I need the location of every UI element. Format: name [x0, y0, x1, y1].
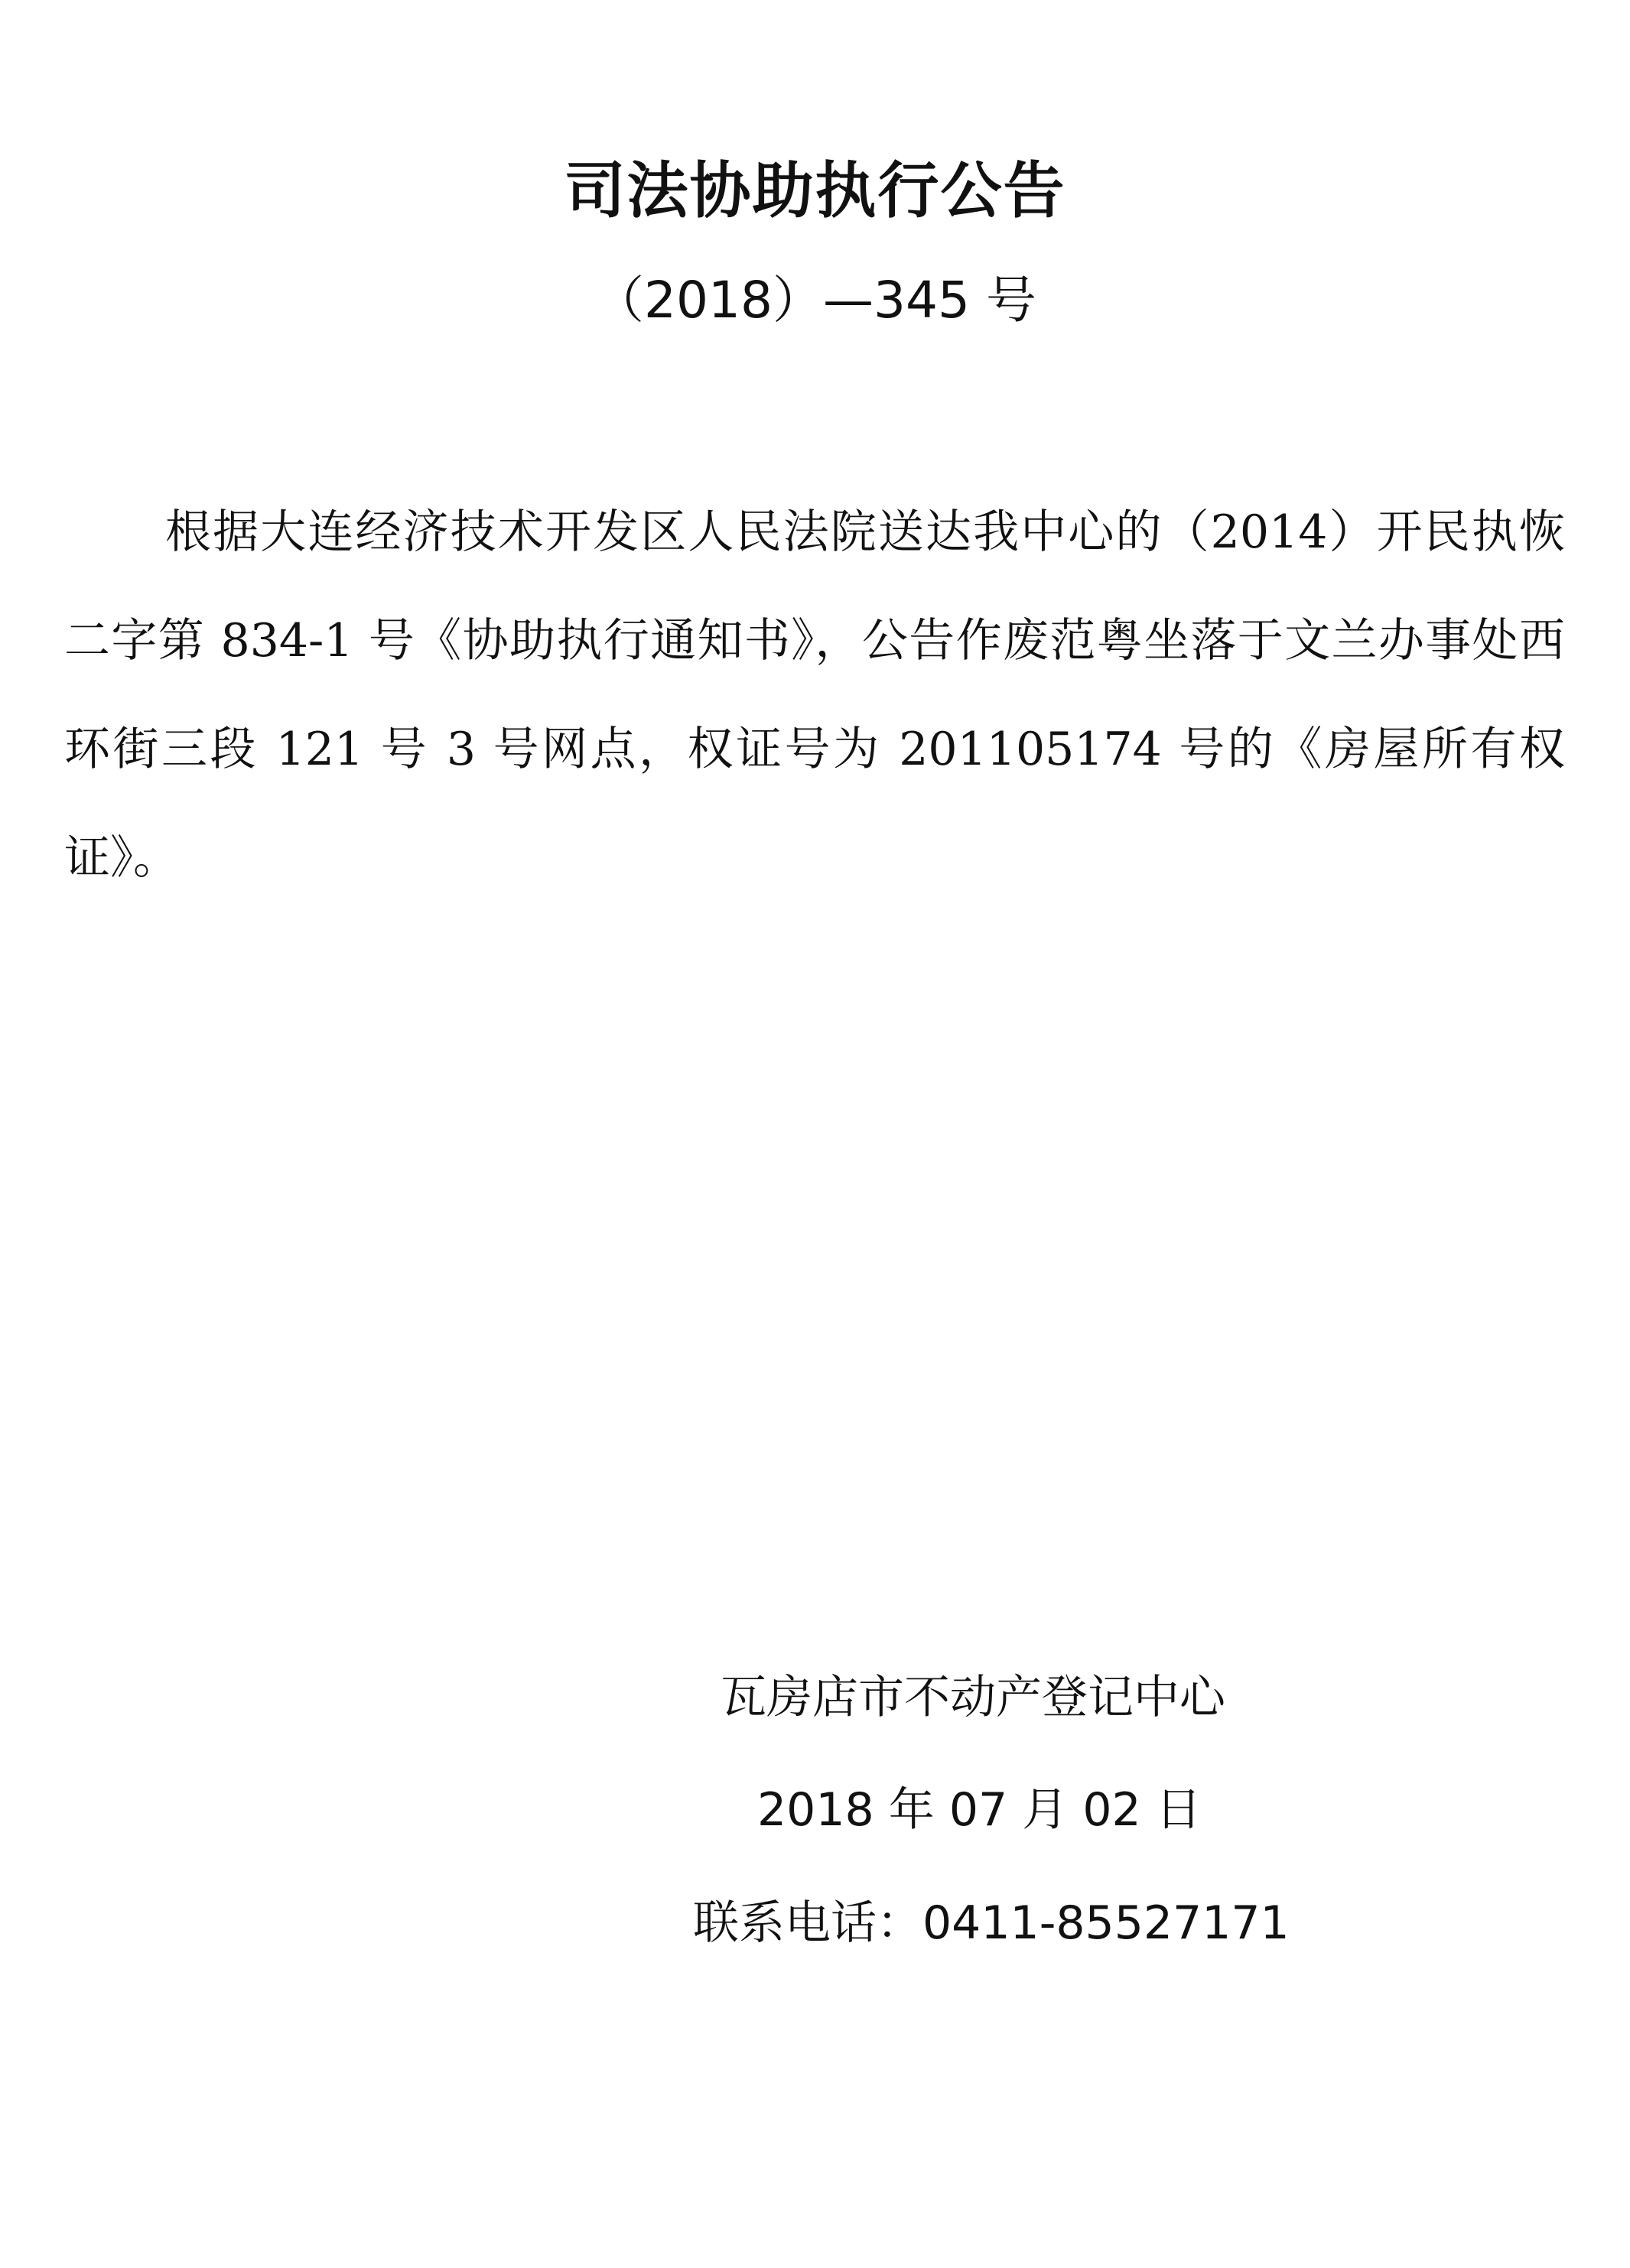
- issue-date: 2018 年 07 月 02 日: [757, 1783, 1202, 1837]
- notice-number: （2018）—345 号: [594, 271, 1036, 330]
- notice-title: 司法协助执行公告: [564, 155, 1066, 226]
- contact-phone: 联系电话：0411-85527171: [693, 1896, 1290, 1950]
- issuer-name: 瓦房店市不动产登记中心: [721, 1671, 1225, 1724]
- notice-body: 根据大连经济技术开发区人民法院送达我中心的（2014）开民执恢二字第 834-1 号《协助执行通知书》，公告作废范粤坐落于文兰办事处西环街三段 121 号 3 号网点，权证号为 201105174 号的《房屋所有权证》。: [64, 505, 1565, 885]
